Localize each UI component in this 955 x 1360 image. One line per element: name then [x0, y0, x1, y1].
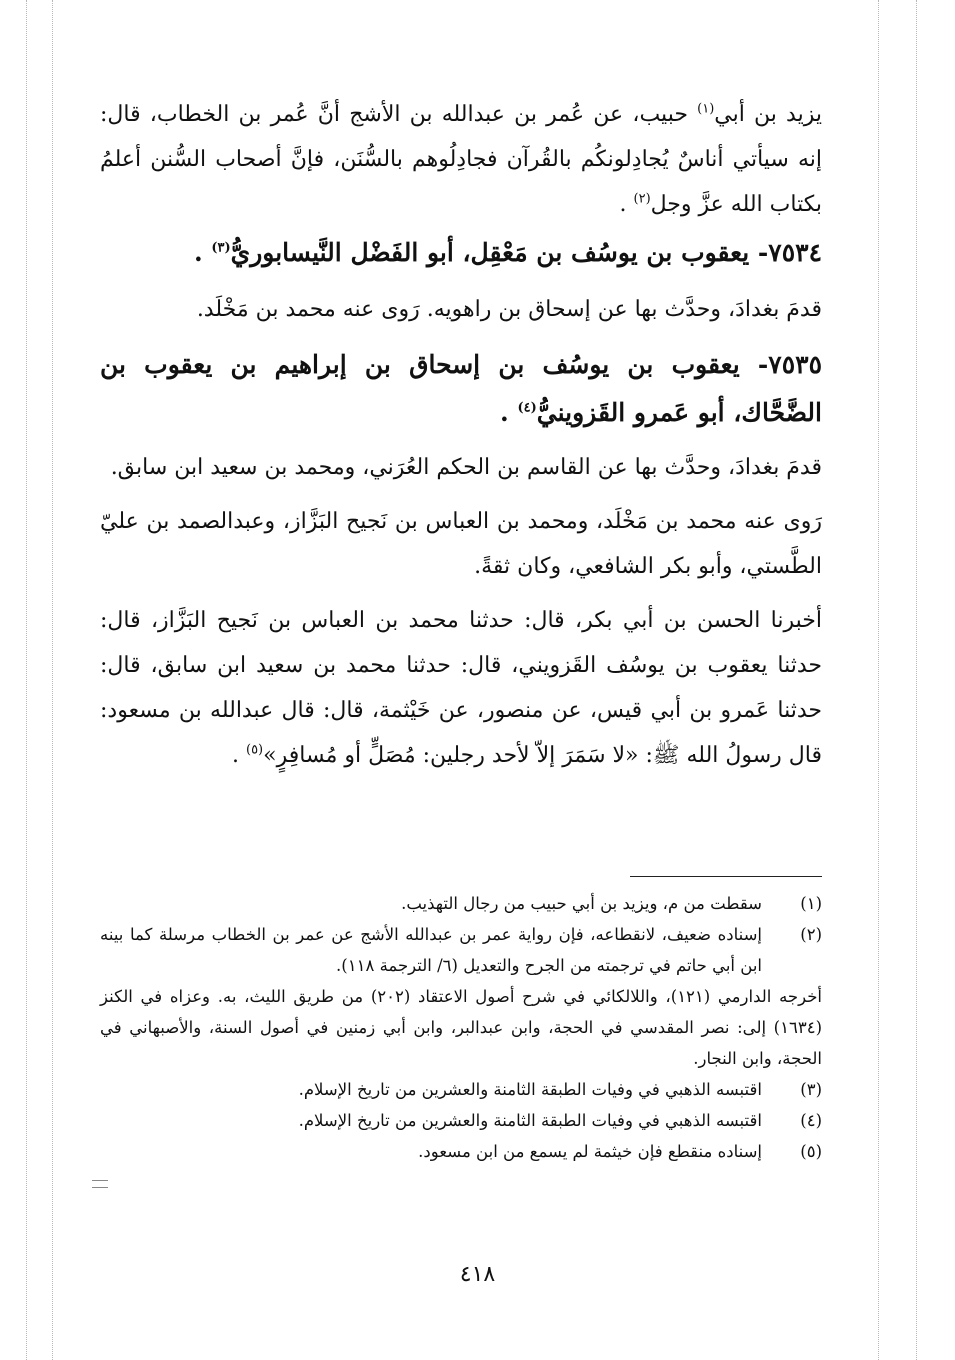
footnote-ref-4: (٤) — [517, 400, 537, 416]
paragraph-entry-7535-narrators: رَوى عنه محمد بن مَخْلَد، ومحمد بن العباس بن نَجيح البَزَّاز، وعبدالصمد بن عليّ الطَّستي، وأبو بكر الشافعي، وكان ثقةً. — [100, 509, 822, 579]
footnote-text: اقتبسه الذهبي في وفيات الطبقة الثامنة والعشرين من تاريخ الإسلام. — [298, 1111, 762, 1130]
page-number: ٤١٨ — [459, 1262, 496, 1287]
heading-end: . — [193, 238, 212, 267]
footnote-5 — [100, 1136, 822, 1167]
footnote-number: (٣) — [800, 1080, 822, 1099]
scan-edge-right — [916, 0, 917, 1360]
paragraph-entry-7535-origin: قدمَ بغدادَ، وحدَّث بها عن القاسم بن الحكم العُرَني، ومحمد بن سعيد ابن سابق. — [110, 455, 822, 480]
footnotes — [100, 888, 822, 1167]
footnote-number: (١) — [800, 894, 822, 913]
footnote-text: سقطت من م، ويزيد بن أبي حبيب من رجال التهذيب. — [401, 894, 762, 913]
footnote-text: اقتبسه الذهبي في وفيات الطبقة الثامنة والعشرين من تاريخ الإسلام. — [298, 1080, 762, 1099]
scan-edge-left — [26, 0, 27, 1360]
footnote-ref-3: (٣) — [211, 240, 231, 256]
footnote-ref-1: (١) — [697, 101, 715, 117]
main-text — [100, 92, 822, 787]
footnote-2-continued: أخرجه الدارمي (١٢١)، واللالكائي في شرح أصول الاعتقاد (٢٠٢) من طريق الليث، به. وعزاه في الكنز (١٦٣٤) إلى: نصر المقدسي في الحجة، وابن عبدالبر، وابن أبي زمنين في أصول السنة، والأصبهاني في الحجة، وابن النجار. — [100, 987, 822, 1068]
scan-edge-left-inner — [52, 0, 53, 1360]
footnote-text: إسناده ضعيف، لانقطاعه، فإن رواية عمر بن عبدالله الأشج عن عمر بن الخطاب مرسلة كما بينه ابن أبي حاتم في ترجمته من الجرح والتعديل (٦/ الترجمة ١١٨). — [100, 925, 762, 975]
footnote-3 — [100, 1074, 822, 1105]
footnote-1 — [100, 888, 822, 919]
footnote-ref-2: (٢) — [633, 191, 651, 207]
heading-end: . — [500, 398, 518, 427]
paragraph-text: يزيد بن أبي — [714, 102, 822, 127]
entry-heading-7534 — [100, 229, 822, 277]
entry-heading-7535 — [100, 341, 822, 437]
scan-edge-right-inner — [878, 0, 879, 1360]
footnote-separator — [630, 876, 822, 877]
paragraph-end: . — [619, 192, 634, 217]
footnote-2 — [100, 919, 822, 981]
paragraph-text-cont: حبيب، عن عُمر بن عبدالله بن الأشج أنَّ عُمر بن الخطاب، قال: إنه سيأتي أناسٌ يُجادِلونكُم بالقُرآن فجادِلُوهم بالسُّنَن، فإنَّ أصحاب السُّنن أعلمُ بكتاب الله عزَّ وجل — [100, 102, 822, 217]
footnote-4 — [100, 1105, 822, 1136]
paragraph-narration — [100, 92, 822, 227]
margin-mark — [92, 1180, 108, 1188]
footnote-text: إسناده منقطع فإن خيثمة لم يسمع من ابن مسعود. — [418, 1142, 762, 1161]
footnote-number: (٤) — [800, 1111, 822, 1130]
footnote-ref-5: (٥) — [245, 742, 264, 758]
entry-heading-text: ٧٥٣٤- يعقوب بن يوسُف بن مَعْقِل، أبو الفَضْل النَّيسابوريُّ — [230, 238, 822, 267]
entry-heading-text: ٧٥٣٥- يعقوب بن يوسُف بن إسحاق بن إبراهيم بن يعقوب بن الضَّحَّاك، أبو عَمرو القَزوينيُّ — [100, 350, 822, 427]
paragraph-text: أخبرنا الحسن بن أبي بكر، قال: حدثنا محمد بن العباس بن نَجيح البَزَّاز، قال: حدثنا يعقوب بن يوسُف القَزويني، قال: حدثنا محمد بن سعيد ابن سابق، قال: حدثنا عَمرو بن أبي قيس، عن منصور، عن خَيْثمة، قال: قال عبدالله بن مسعود: قال رسولُ الله ﷺ: «لا سَمَرَ إلاّ لأحد رجلين: مُصَلٍّ أو مُسافِرٍ» — [100, 608, 822, 768]
paragraph-entry-7534: قدمَ بغدادَ، وحدَّث بها عن إسحاق بن راهويه. رَوى عنه محمد بن مَخْلَد. — [196, 297, 822, 322]
paragraph-end: . — [231, 743, 246, 768]
footnote-number: (٢) — [800, 925, 822, 944]
footnote-number: (٥) — [800, 1142, 822, 1161]
paragraph-hadith — [100, 598, 822, 778]
